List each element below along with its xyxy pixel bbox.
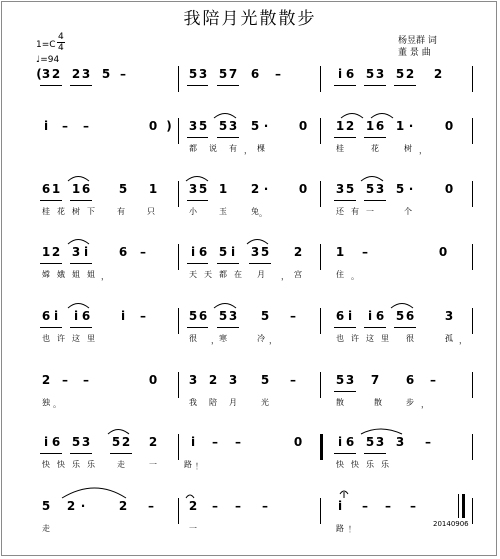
note: 3 <box>81 67 91 81</box>
note: 1 <box>51 182 61 196</box>
lyric-char: 小 <box>189 207 197 216</box>
note: 5 <box>395 309 405 323</box>
note: – <box>290 309 296 323</box>
note: 6 <box>335 309 345 323</box>
lyric-char: 许 <box>57 334 65 343</box>
note: 3 <box>188 373 198 387</box>
lyric-char: 寒 <box>219 334 227 343</box>
bar-line <box>472 498 473 524</box>
bar-line <box>178 434 179 460</box>
lyric-punctuation: ， <box>459 336 467 345</box>
lyric-char: 路 <box>184 460 192 469</box>
note: 5 <box>395 67 405 81</box>
note: 6 <box>345 67 355 81</box>
lyric-char: 里 <box>87 334 95 343</box>
lyric-char: 光 <box>261 398 269 407</box>
beam-line <box>394 85 416 86</box>
note: 6 <box>405 373 415 387</box>
note: – <box>235 435 241 449</box>
note: 5 <box>101 67 111 81</box>
lyric-char: 有 <box>351 207 359 216</box>
note: 5 <box>365 67 375 81</box>
bar-line <box>320 118 321 144</box>
lyric-char: 很 <box>189 334 197 343</box>
note: · <box>408 119 414 133</box>
note: – <box>212 435 218 449</box>
lyric-char: 一 <box>149 460 157 469</box>
note: 6 <box>375 119 385 133</box>
beam-line <box>217 85 239 86</box>
lyric-char: 乐 <box>381 460 389 469</box>
note: 6 <box>250 67 260 81</box>
note: – <box>275 67 281 81</box>
note: 2 <box>41 373 51 387</box>
note: ( <box>36 67 42 81</box>
lyric-punctuation: ！ <box>195 462 203 471</box>
note: · <box>408 182 414 196</box>
beam-line <box>70 453 92 454</box>
note: 2 <box>51 67 61 81</box>
note: – <box>140 245 146 259</box>
note: 1 <box>365 119 375 133</box>
note: 6 <box>41 182 51 196</box>
note: 5 <box>250 119 260 133</box>
bar-line <box>178 308 179 334</box>
beam-line <box>70 200 92 201</box>
lyric-punctuation: ， <box>281 272 289 281</box>
note: i <box>347 309 353 323</box>
lyric-punctuation: ， <box>211 336 219 345</box>
bar-line <box>320 244 321 270</box>
note: – <box>410 499 416 513</box>
lyric-char: 快 <box>57 460 65 469</box>
lyric-char: 有 <box>117 207 125 216</box>
bar-line <box>472 372 473 398</box>
lyric-char: 孤 <box>445 334 453 343</box>
bar-line <box>178 244 179 270</box>
note: 1 <box>148 182 158 196</box>
lyric-char: 天 <box>189 270 197 279</box>
note: 3 <box>345 373 355 387</box>
note: 1 <box>218 182 228 196</box>
note: 2 <box>148 435 158 449</box>
bar-line <box>472 308 473 334</box>
note: – <box>430 373 436 387</box>
note: i <box>230 245 236 259</box>
note: 6 <box>81 309 91 323</box>
note: 0 <box>298 182 308 196</box>
note: 2 <box>51 245 61 259</box>
note: 3 <box>228 309 238 323</box>
beam-line <box>334 85 356 86</box>
note: · <box>263 182 269 196</box>
beam-line <box>187 85 208 86</box>
bar-line <box>178 372 179 398</box>
bar-line <box>472 244 473 270</box>
note: 1 <box>395 119 405 133</box>
lyric-char: 也 <box>336 334 344 343</box>
note: 3 <box>375 67 385 81</box>
beam-line <box>364 85 386 86</box>
note: – <box>212 499 218 513</box>
note: 5 <box>365 182 375 196</box>
note: 6 <box>375 309 385 323</box>
beam-line <box>334 137 356 138</box>
lyric-punctuation: 。 <box>351 272 359 281</box>
beam-line <box>364 327 386 328</box>
note: 5 <box>188 309 198 323</box>
note: i <box>83 245 89 259</box>
note: 5 <box>260 373 270 387</box>
lyric-char: 路 <box>336 524 344 533</box>
note: 5 <box>198 182 208 196</box>
note: 0 <box>293 435 303 449</box>
final-bar-thick <box>462 494 465 518</box>
note: i <box>43 119 49 133</box>
lyric-char: 天 <box>204 270 212 279</box>
note: i <box>190 245 196 259</box>
beam-line <box>364 200 386 201</box>
bar-line <box>472 181 473 207</box>
note: 2 <box>118 499 128 513</box>
beam-line <box>70 85 92 86</box>
beam-line <box>334 391 356 392</box>
lyric-char: 姐 <box>72 270 80 279</box>
lyric-punctuation: ， <box>244 146 252 155</box>
beam-line <box>187 263 208 264</box>
lyric-char: 这 <box>366 334 374 343</box>
lyric-punctuation: ！ <box>348 525 356 534</box>
note: – <box>235 499 241 513</box>
note: 1 <box>71 182 81 196</box>
lyric-char: 下 <box>87 207 95 216</box>
note: 3 <box>198 67 208 81</box>
composer-credit: 董 景 曲 <box>398 48 431 58</box>
lyricist-credit: 杨昱群 词 <box>398 36 437 46</box>
note: 6 <box>81 182 91 196</box>
beam-line <box>364 137 386 138</box>
note: – <box>148 499 154 513</box>
note: 5 <box>365 435 375 449</box>
note: – <box>83 373 89 387</box>
lyric-char: 还 <box>336 207 344 216</box>
lyric-char: 快 <box>336 460 344 469</box>
note: 0 <box>148 373 158 387</box>
beam-line <box>334 200 356 201</box>
lyric-char: 嫦 <box>42 270 50 279</box>
note: 0 <box>148 119 158 133</box>
lyric-char: 有 <box>229 144 237 153</box>
note: 2 <box>293 245 303 259</box>
repeat-bar <box>320 434 323 460</box>
note: – <box>290 373 296 387</box>
note: 5 <box>118 182 128 196</box>
note: 5 <box>335 373 345 387</box>
note: 3 <box>228 119 238 133</box>
note: 3 <box>81 435 91 449</box>
note: 3 <box>250 245 260 259</box>
lyric-char: 一 <box>189 524 197 533</box>
lyric-punctuation: ， <box>421 400 429 409</box>
bar-line <box>320 498 321 524</box>
note: ) <box>166 119 172 133</box>
note: 5 <box>218 119 228 133</box>
note: 1 <box>335 245 345 259</box>
lyric-char: 住 <box>336 270 344 279</box>
lyric-char: 步 <box>406 398 414 407</box>
lyric-char: 很 <box>406 334 414 343</box>
note: 2 <box>71 67 81 81</box>
lyric-char: 陪 <box>209 398 217 407</box>
lyric-char: 许 <box>351 334 359 343</box>
key-signature: 1=C <box>36 40 56 50</box>
note: i <box>337 435 343 449</box>
lyric-char: 快 <box>351 460 359 469</box>
note: 5 <box>188 67 198 81</box>
note: 6 <box>198 245 208 259</box>
note: 2 <box>433 67 443 81</box>
bar-line <box>320 308 321 334</box>
note: 1 <box>41 245 51 259</box>
note: 3 <box>375 182 385 196</box>
note: – <box>140 309 146 323</box>
lyric-punctuation: ， <box>101 272 109 281</box>
note: – <box>62 119 68 133</box>
note: i <box>337 499 343 513</box>
lyric-char: 都 <box>219 270 227 279</box>
note: – <box>362 245 368 259</box>
lyric-char: 冷 <box>257 334 265 343</box>
beam-line <box>249 263 271 264</box>
note: 3 <box>228 373 238 387</box>
note: 6 <box>41 309 51 323</box>
lyric-char: 走 <box>117 460 125 469</box>
bar-line <box>472 434 473 460</box>
lyric-char: 兔 <box>251 207 259 216</box>
lyric-char: 乐 <box>87 460 95 469</box>
tempo-marking: ♩=94 <box>36 55 60 65</box>
lyric-char: 一 <box>366 207 374 216</box>
bar-line <box>178 498 179 524</box>
note: 0 <box>444 119 454 133</box>
note: 1 <box>335 119 345 133</box>
beam-line <box>364 453 386 454</box>
note: 0 <box>438 245 448 259</box>
beam-line <box>40 200 62 201</box>
note: 5 <box>260 309 270 323</box>
note: 5 <box>71 435 81 449</box>
note: 2 <box>188 499 198 513</box>
beam-line <box>217 263 239 264</box>
bar-line <box>178 181 179 207</box>
note: 2 <box>66 499 76 513</box>
note: 5 <box>218 309 228 323</box>
bar-line <box>472 118 473 144</box>
lyric-char: 乐 <box>366 460 374 469</box>
note: 6 <box>198 309 208 323</box>
note: 3 <box>71 245 81 259</box>
note: 3 <box>188 182 198 196</box>
note: i <box>190 435 196 449</box>
note: 5 <box>260 245 270 259</box>
beam-line <box>110 453 132 454</box>
lyric-char: 我 <box>189 398 197 407</box>
note: i <box>367 309 373 323</box>
note: 7 <box>370 373 380 387</box>
lyric-char: 快 <box>42 460 50 469</box>
note: – <box>362 499 368 513</box>
note: 3 <box>41 67 51 81</box>
beam-line <box>70 263 92 264</box>
song-title: 我陪月光散散步 <box>183 9 317 29</box>
lyric-char: 棵 <box>257 144 265 153</box>
time-signature-top: 4 <box>58 32 64 42</box>
date-stamp: 20140906 <box>433 520 469 528</box>
note: 0 <box>444 182 454 196</box>
note: – <box>262 499 268 513</box>
lyric-char: 树 <box>404 144 412 153</box>
bar-line <box>320 66 321 92</box>
bar-line <box>178 66 179 92</box>
beam-line <box>70 327 92 328</box>
note: – <box>425 435 431 449</box>
lyric-char: 都 <box>189 144 197 153</box>
lyric-punctuation: ， <box>269 336 277 345</box>
beam-line <box>394 327 416 328</box>
lyric-char: 宫 <box>294 270 302 279</box>
beam-line <box>187 200 208 201</box>
note: 2 <box>345 119 355 133</box>
lyric-punctuation: 。 <box>259 209 267 218</box>
note: i <box>43 435 49 449</box>
note: 5 <box>198 119 208 133</box>
note: 3 <box>395 435 405 449</box>
note: 5 <box>395 182 405 196</box>
beam-line <box>334 327 356 328</box>
note: 2 <box>405 67 415 81</box>
lyric-char: 里 <box>381 334 389 343</box>
note: 6 <box>405 309 415 323</box>
beam-line <box>217 137 239 138</box>
note: 6 <box>51 435 61 449</box>
lyric-char: 散 <box>374 398 382 407</box>
note: 2 <box>121 435 131 449</box>
lyric-char: 娥 <box>57 270 65 279</box>
bar-line <box>320 181 321 207</box>
note: 3 <box>188 119 198 133</box>
note: · <box>263 119 269 133</box>
lyric-punctuation: ， <box>419 146 427 155</box>
lyric-char: 说 <box>209 144 217 153</box>
lyric-char: 只 <box>147 207 155 216</box>
lyric-char: 月 <box>229 398 237 407</box>
bar-line <box>472 66 473 92</box>
note: i <box>120 309 126 323</box>
lyric-char: 也 <box>42 334 50 343</box>
beam-line <box>187 327 208 328</box>
note: 5 <box>218 67 228 81</box>
lyric-punctuation: 。 <box>53 400 61 409</box>
note: 2 <box>250 182 260 196</box>
lyric-char: 走 <box>42 524 50 533</box>
beam-line <box>40 263 62 264</box>
beam-line <box>217 327 239 328</box>
lyric-char: 个 <box>404 207 412 216</box>
lyric-char: 姐 <box>87 270 95 279</box>
beam-line <box>187 137 208 138</box>
note: – <box>83 119 89 133</box>
final-bar-thin <box>458 494 459 518</box>
lyric-char: 花 <box>371 144 379 153</box>
lyric-char: 花 <box>57 207 65 216</box>
lyric-char: 在 <box>234 270 242 279</box>
note: i <box>337 67 343 81</box>
beam-line <box>40 85 62 86</box>
beam-line <box>334 453 356 454</box>
note: 5 <box>41 499 51 513</box>
lyric-char: 树 <box>72 207 80 216</box>
lyric-char: 玉 <box>219 207 227 216</box>
note: i <box>73 309 79 323</box>
bar-line <box>320 372 321 398</box>
note: – <box>62 373 68 387</box>
note: 5 <box>218 245 228 259</box>
lyric-char: 乐 <box>72 460 80 469</box>
note: · <box>80 499 86 513</box>
note: i <box>53 309 59 323</box>
lyric-char: 这 <box>72 334 80 343</box>
note: 3 <box>335 182 345 196</box>
note: 0 <box>298 119 308 133</box>
lyric-char: 桂 <box>42 207 50 216</box>
time-signature-bottom: 4 <box>58 43 64 53</box>
beam-line <box>40 327 62 328</box>
beam-line <box>40 453 62 454</box>
note: – <box>120 67 126 81</box>
note: 6 <box>118 245 128 259</box>
note: 5 <box>345 182 355 196</box>
bar-line <box>178 118 179 144</box>
lyric-char: 散 <box>336 398 344 407</box>
note: 2 <box>208 373 218 387</box>
note: 3 <box>375 435 385 449</box>
note: 6 <box>345 435 355 449</box>
lyric-char: 桂 <box>336 144 344 153</box>
note: 5 <box>111 435 121 449</box>
lyric-char: 月 <box>257 270 265 279</box>
note: – <box>385 499 391 513</box>
note: 3 <box>444 309 454 323</box>
lyric-char: 独 <box>42 398 50 407</box>
note: 7 <box>228 67 238 81</box>
